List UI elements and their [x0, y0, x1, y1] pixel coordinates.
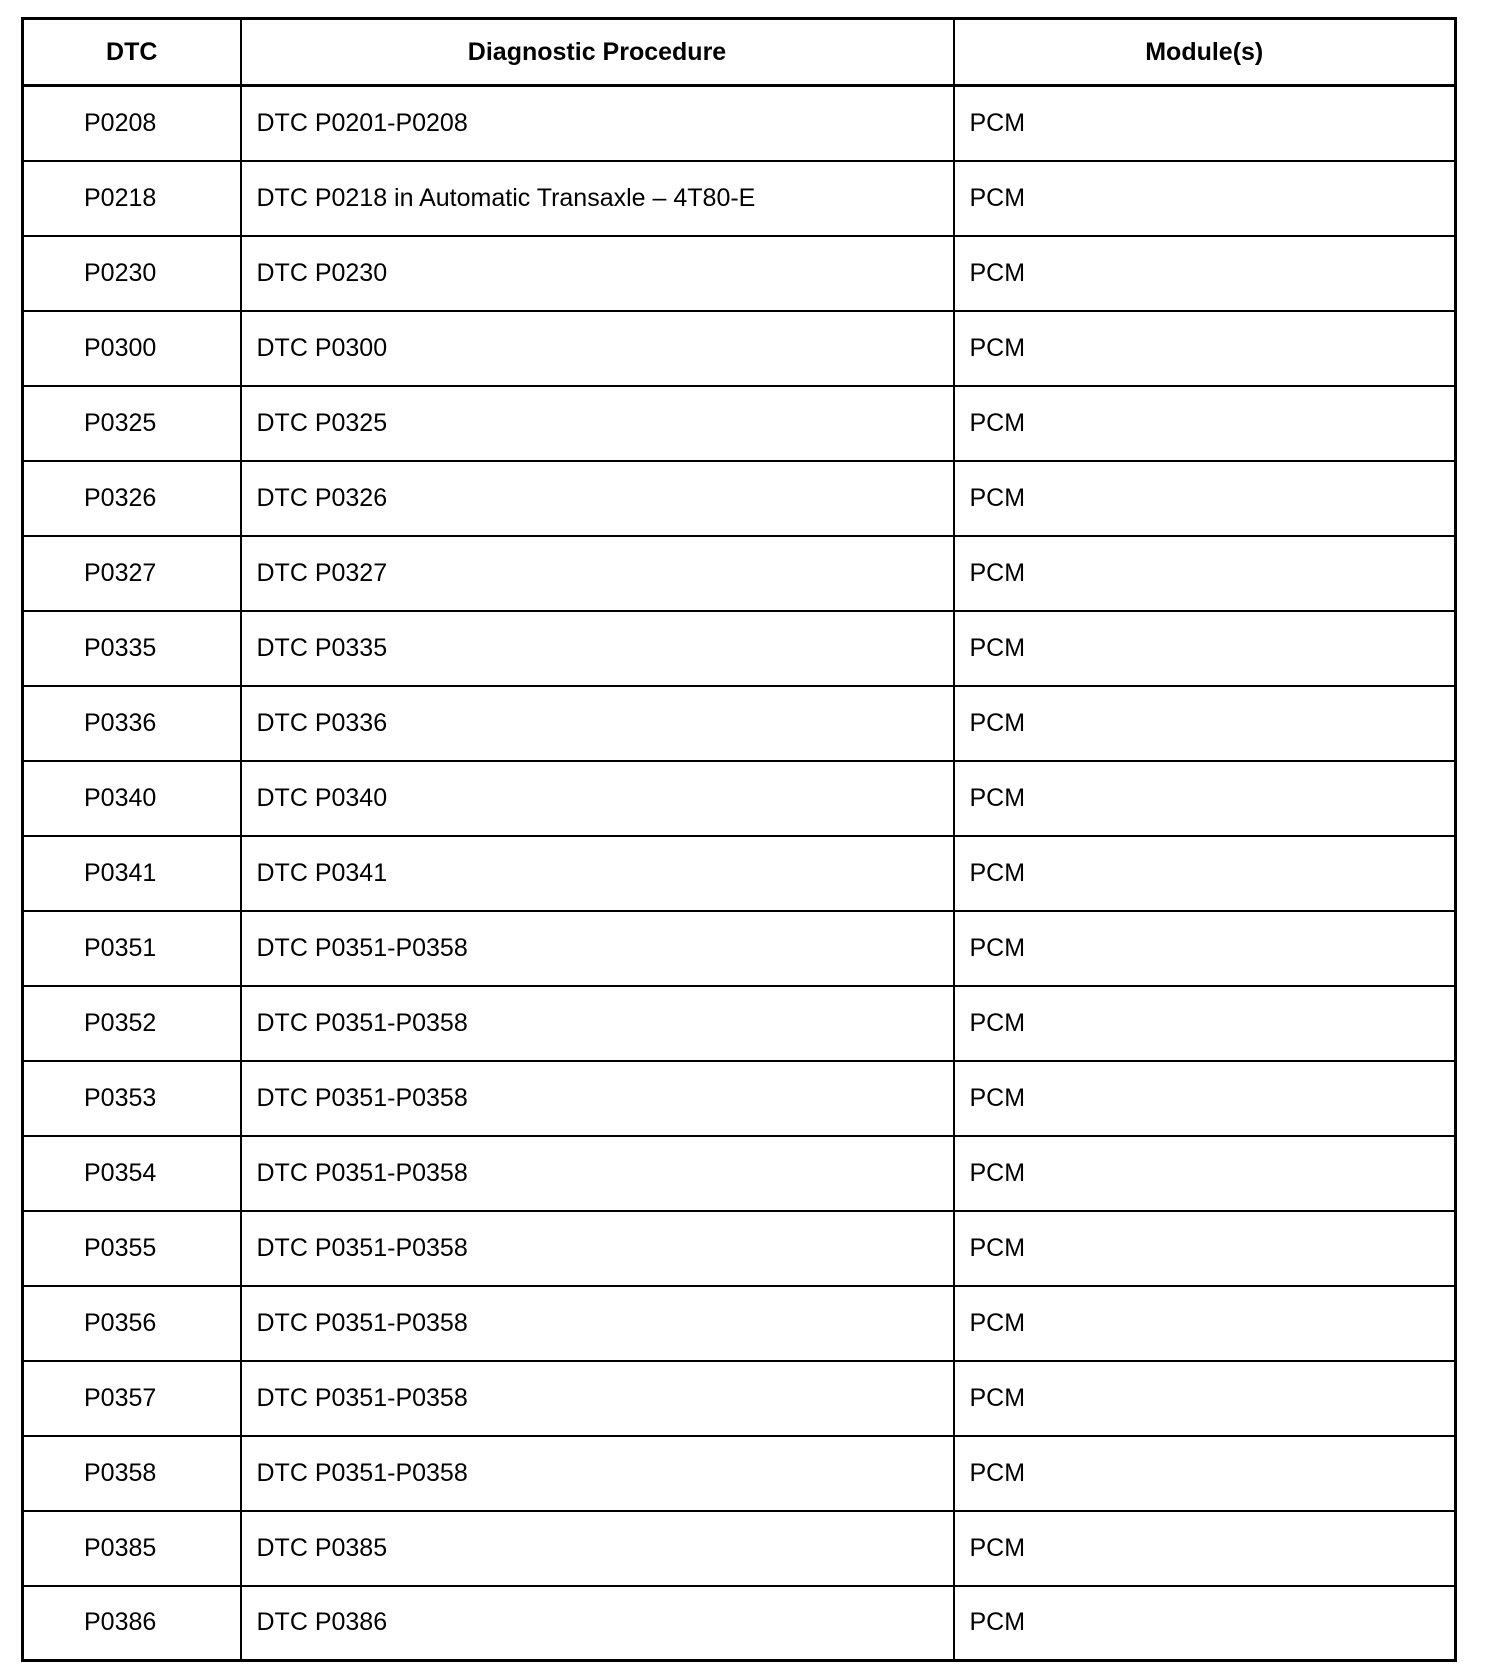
procedure-cell: DTC P0201-P0208 [241, 86, 954, 161]
procedure-cell: DTC P0351-P0358 [241, 1211, 954, 1286]
procedure-cell: DTC P0326 [241, 461, 954, 536]
procedure-cell: DTC P0340 [241, 761, 954, 836]
table-row [23, 236, 1456, 311]
table-row [23, 686, 1456, 761]
dtc-cell: P0208 [23, 86, 241, 161]
dtc-cell: P0354 [23, 1136, 241, 1211]
procedure-cell: DTC P0351-P0358 [241, 911, 954, 986]
module-cell: PCM [954, 461, 1456, 536]
module-cell: PCM [954, 836, 1456, 911]
table-row [23, 461, 1456, 536]
module-cell: PCM [954, 1061, 1456, 1136]
procedure-cell: DTC P0341 [241, 836, 954, 911]
dtc-cell: P0351 [23, 911, 241, 986]
table-row [23, 611, 1456, 686]
module-cell: PCM [954, 1286, 1456, 1361]
table-row [23, 986, 1456, 1061]
module-cell: PCM [954, 236, 1456, 311]
table-row [23, 311, 1456, 386]
dtc-cell: P0326 [23, 461, 241, 536]
header-dtc: DTC [23, 19, 241, 86]
table-row [23, 911, 1456, 986]
module-cell: PCM [954, 1511, 1456, 1586]
procedure-cell: DTC P0327 [241, 536, 954, 611]
procedure-cell: DTC P0335 [241, 611, 954, 686]
dtc-cell: P0336 [23, 686, 241, 761]
procedure-cell: DTC P0386 [241, 1586, 954, 1661]
header-modules: Module(s) [954, 19, 1456, 86]
procedure-cell: DTC P0230 [241, 236, 954, 311]
table-row [23, 761, 1456, 836]
table-row [23, 1586, 1456, 1661]
dtc-cell: P0386 [23, 1586, 241, 1661]
table-row [23, 161, 1456, 236]
procedure-cell: DTC P0351-P0358 [241, 1136, 954, 1211]
dtc-cell: P0300 [23, 311, 241, 386]
table-row [23, 536, 1456, 611]
procedure-cell: DTC P0351-P0358 [241, 1361, 954, 1436]
table-row [23, 1061, 1456, 1136]
module-cell: PCM [954, 761, 1456, 836]
dtc-cell: P0358 [23, 1436, 241, 1511]
dtc-cell: P0353 [23, 1061, 241, 1136]
table-row [23, 836, 1456, 911]
module-cell: PCM [954, 686, 1456, 761]
module-cell: PCM [954, 911, 1456, 986]
dtc-cell: P0325 [23, 386, 241, 461]
procedure-cell: DTC P0351-P0358 [241, 1286, 954, 1361]
module-cell: PCM [954, 311, 1456, 386]
procedure-cell: DTC P0300 [241, 311, 954, 386]
dtc-cell: P0218 [23, 161, 241, 236]
dtc-cell: P0327 [23, 536, 241, 611]
dtc-cell: P0335 [23, 611, 241, 686]
table-body [23, 86, 1456, 1661]
dtc-cell: P0230 [23, 236, 241, 311]
table-row [23, 1361, 1456, 1436]
dtc-cell: P0356 [23, 1286, 241, 1361]
procedure-cell: DTC P0385 [241, 1511, 954, 1586]
module-cell: PCM [954, 1361, 1456, 1436]
table-row [23, 1211, 1456, 1286]
procedure-cell: DTC P0351-P0358 [241, 1436, 954, 1511]
module-cell: PCM [954, 1211, 1456, 1286]
module-cell: PCM [954, 161, 1456, 236]
table-row [23, 386, 1456, 461]
module-cell: PCM [954, 86, 1456, 161]
module-cell: PCM [954, 1136, 1456, 1211]
table-header [23, 19, 1456, 86]
module-cell: PCM [954, 611, 1456, 686]
table-row [23, 86, 1456, 161]
module-cell: PCM [954, 536, 1456, 611]
header-row [23, 19, 1456, 86]
dtc-cell: P0352 [23, 986, 241, 1061]
table-row [23, 1436, 1456, 1511]
header-diagnostic-procedure: Diagnostic Procedure [241, 19, 954, 86]
procedure-cell: DTC P0351-P0358 [241, 986, 954, 1061]
table-row [23, 1286, 1456, 1361]
dtc-cell: P0340 [23, 761, 241, 836]
procedure-cell: DTC P0336 [241, 686, 954, 761]
dtc-cell: P0355 [23, 1211, 241, 1286]
dtc-cell: P0341 [23, 836, 241, 911]
procedure-cell: DTC P0218 in Automatic Transaxle – 4T80-E [241, 161, 954, 236]
module-cell: PCM [954, 1586, 1456, 1661]
dtc-cell: P0357 [23, 1361, 241, 1436]
table-row [23, 1136, 1456, 1211]
module-cell: PCM [954, 386, 1456, 461]
procedure-cell: DTC P0351-P0358 [241, 1061, 954, 1136]
module-cell: PCM [954, 1436, 1456, 1511]
procedure-cell: DTC P0325 [241, 386, 954, 461]
dtc-cell: P0385 [23, 1511, 241, 1586]
module-cell: PCM [954, 986, 1456, 1061]
table-row [23, 1511, 1456, 1586]
dtc-table [21, 17, 1457, 1662]
